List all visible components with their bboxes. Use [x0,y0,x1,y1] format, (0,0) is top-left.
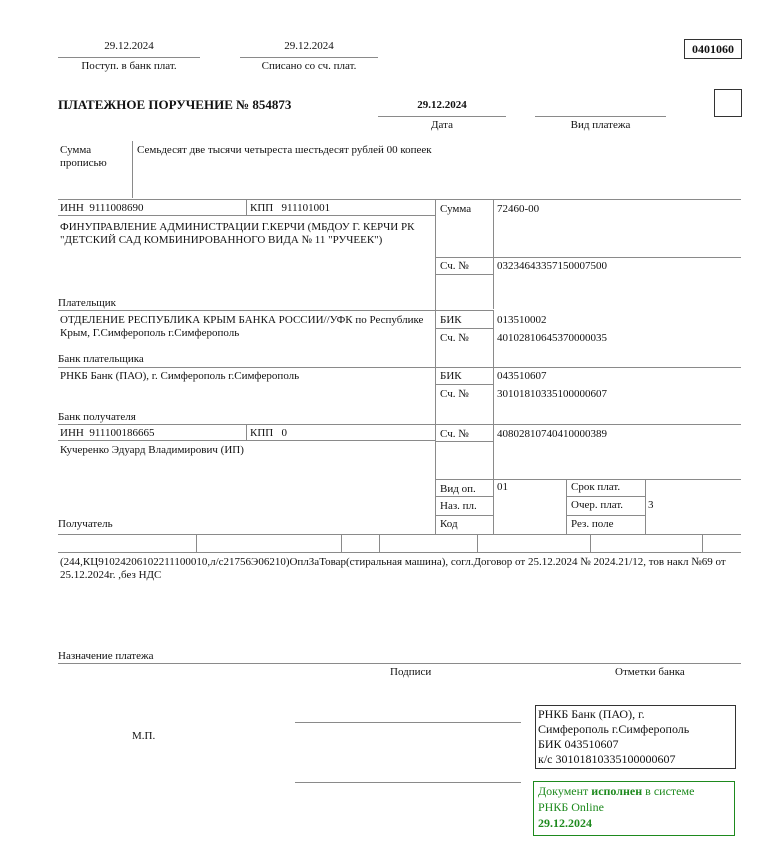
payer-bank-name: ОТДЕЛЕНИЕ РЕСПУБЛИКА КРЫМ БАНКА РОССИИ//УФК по Республике Крым, Г.Симферополь г.Симферополь [60,314,424,340]
payer-bank-label: Банк плательщика [58,353,144,365]
purpose-label: Назначение платежа [58,650,154,662]
payer-bank-account: 40102810645370000035 [497,332,607,344]
date-received-label: Поступ. в банк плат. [81,60,177,72]
payer-account-label: Сч. № [440,260,469,272]
purpose-code-label: Наз. пл. [440,500,477,512]
payer-kpp: КПП 911101001 [250,202,331,214]
payer-bank-bik-label: БИК [440,314,462,326]
stamp-label: М.П. [132,730,156,742]
exec-stamp-date: 29.12.2024 [538,816,592,830]
payee-bank-name: РНКБ Банк (ПАО), г. Симферополь г.Симферополь [60,370,300,382]
priority-value: 3 [648,499,654,511]
payee-name: Кучеренко Эдуард Владимирович (ИП) [60,444,244,456]
payee-account-label: Сч. № [440,428,469,440]
bank-stamp-line1: РНКБ Банк (ПАО), г. [538,707,645,721]
form-code: 0401060 [684,39,742,59]
payer-bank-account-label: Сч. № [440,332,469,344]
payer-label: Плательщик [58,297,116,309]
date-debited: 29.12.2024 [284,40,334,52]
date-debited-label: Списано со сч. плат. [261,60,357,72]
payee-bank-label: Банк получателя [58,411,136,423]
term-label: Срок плат. [571,481,621,493]
payer-bank-bik: 013510002 [497,314,547,326]
payer-inn: ИНН 9111008690 [60,202,144,214]
amount-words-value: Семьдесят две тысячи четыреста шестьдесят рублей 00 копеек [137,144,432,156]
bank-stamp [535,705,736,769]
sum-value: 72460-00 [497,203,540,215]
exec-stamp-line1: Документ исполнен в системе [538,784,695,798]
amount-words-label: Сумма прописью [60,144,107,170]
order-date-label: Дата [431,119,453,131]
code-label: Код [440,518,458,530]
priority-label: Очер. плат. [571,499,624,511]
payment-type-label: Вид платежа [570,119,631,131]
bank-stamp-line3: БИК 043510607 [538,737,619,751]
payee-bank-bik-label: БИК [440,370,462,382]
bank-stamp-line2: Симферополь г.Симферополь [538,722,690,736]
purpose-text: (244,КЦ91024206102211100010,л/с21756Э06210)ОплЗаТовар(стиральная машина), согл.Договор от 25.12.2024 № 2024.21/12, тов накл №69 от 25.12.2024г. ,без НДС [60,556,726,582]
op-type-value: 01 [497,481,508,493]
payer-account: 03234643357150007500 [497,260,607,272]
payment-type-box [714,89,742,117]
payee-bank-bik: 043510607 [497,370,547,382]
reserve-label: Рез. поле [571,518,614,530]
bank-marks-label: Отметки банка [615,666,685,678]
payer-name: ФИНУПРАВЛЕНИЕ АДМИНИСТРАЦИИ Г.КЕРЧИ (МБДОУ Г. КЕРЧИ РК "ДЕТСКИЙ САД КОМБИНИРОВАННОГО ВИДА № 11 "РУЧЕЕК") [60,221,415,247]
op-type-label: Вид оп. [440,483,476,495]
payee-bank-account-label: Сч. № [440,388,469,400]
exec-stamp-line2: РНКБ Online [538,800,604,814]
exec-stamp [533,781,735,836]
sum-label: Сумма [440,203,472,215]
page-title: ПЛАТЕЖНОЕ ПОРУЧЕНИЕ № 854873 [58,97,292,112]
payee-kpp: КПП 0 [250,427,287,439]
payee-account: 40802810740410000389 [497,428,607,440]
date-received: 29.12.2024 [104,40,154,52]
payee-inn: ИНН 911100186665 [60,427,155,439]
order-date: 29.12.2024 [417,99,467,111]
signatures-label: Подписи [390,666,432,678]
payee-bank-account: 30101810335100000607 [497,388,607,400]
bank-stamp-line4: к/с 30101810335100000607 [538,752,676,766]
payee-label: Получатель [58,518,113,530]
